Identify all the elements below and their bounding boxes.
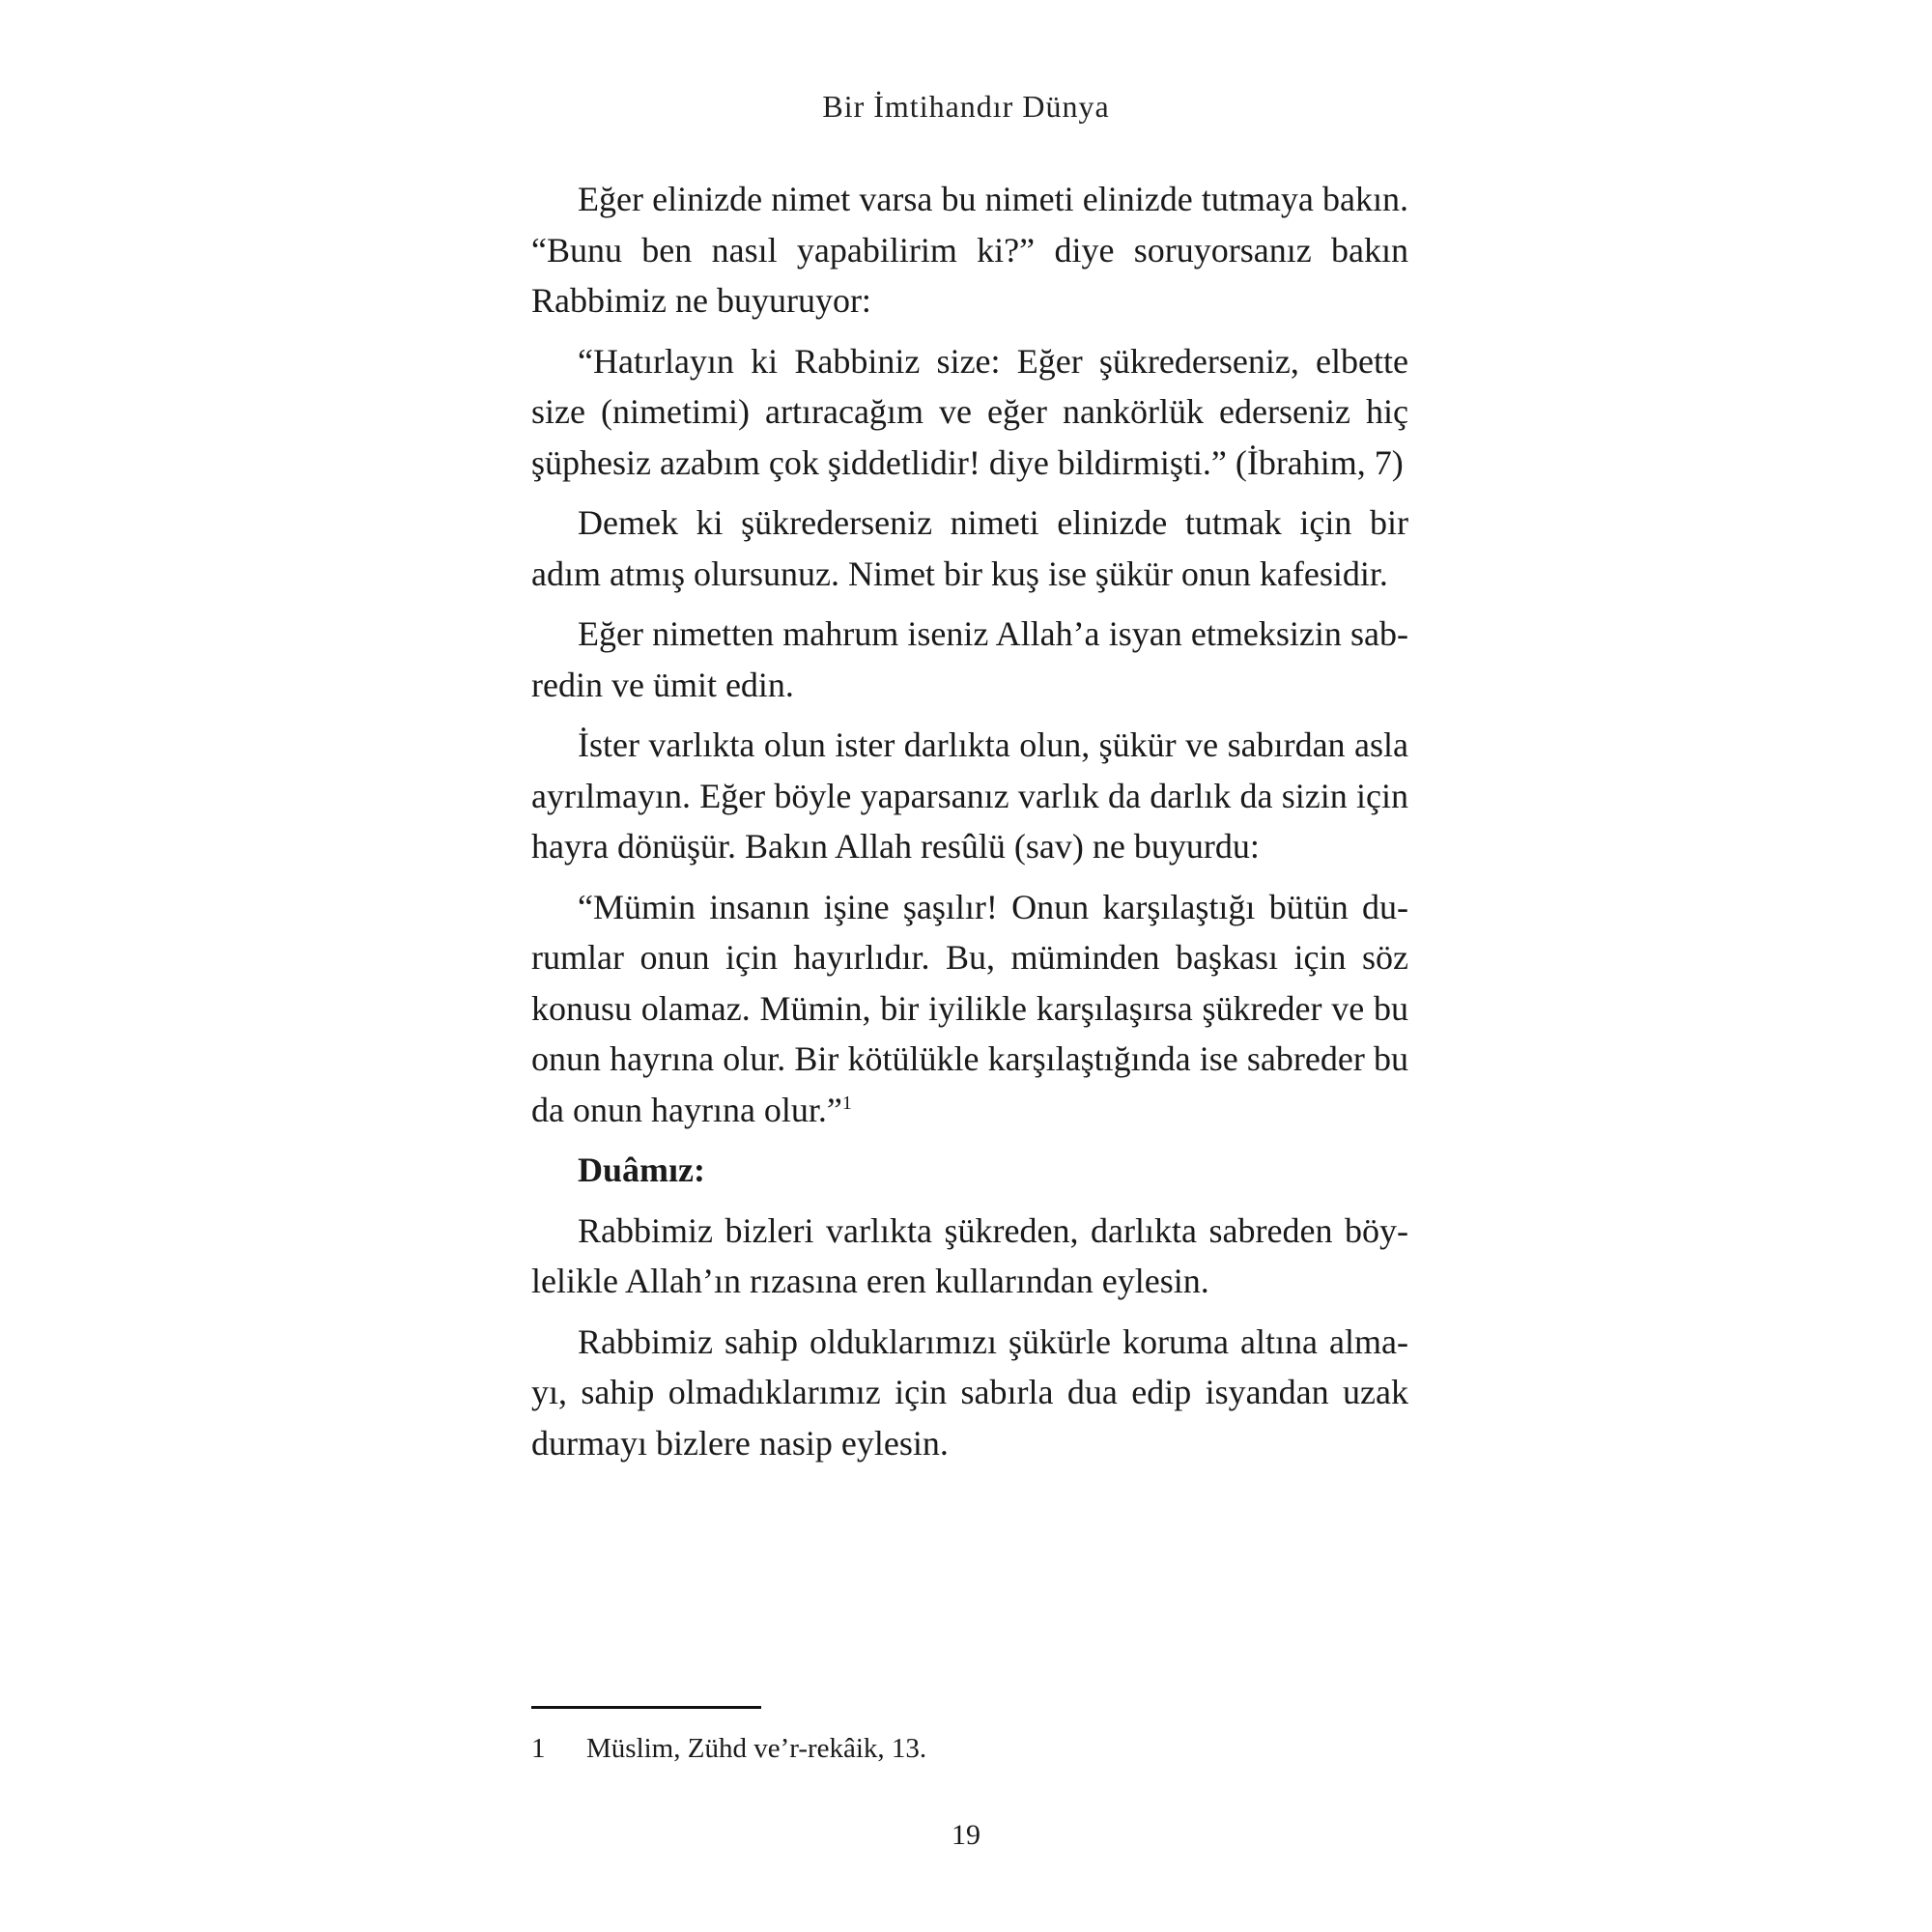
quote-paragraph: “Hatırlayın ki Rabbiniz size: Eğer şükrederseniz, elbette size (nimetimi) artıracağım ve eğer nankörlük ederseniz hiç şüphesiz azabım çok şiddetlidir! diye bildirmişti.” (İbrahim, 7) [531, 341, 1408, 482]
footnote-number: 1 [531, 1733, 546, 1764]
paragraph: Eğer elinizde nimet varsa bu nimeti elinizde tutmaya bakın. “Bunu ben nasıl yapabilirim ki?” diye soruyorsanız bakın Rabbimiz ne buyuruyor: [531, 180, 1408, 320]
paragraph: Demek ki şükrederseniz nimeti elinizde tutmak için bir adım atmış olursunuz. Nimet bir kuş ise şükür onun kafesidir. [531, 503, 1408, 593]
paragraph: Rabbimiz bizleri varlıkta şükreden, darlıkta sabreden böylelikle Allah’ın rızasına eren kullarından eylesin. [531, 1210, 1408, 1300]
footnote-text: Müslim, Zühd ve’r-rekâik, 13. [586, 1733, 927, 1764]
footnote [531, 1729, 1408, 1768]
hadith-paragraph [531, 882, 1408, 1136]
footnote-divider [531, 1706, 761, 1709]
page-number: 19 [952, 1819, 980, 1851]
section-heading: Duâmız: [578, 1151, 705, 1189]
body-text [531, 174, 1408, 1478]
paragraph: Rabbimiz sahip olduklarımızı şükürle koruma altına almayı, sahip olmadıklarımız için sabırla dua edip isyandan uzak durmayı bizlere nasip eylesin. [531, 1321, 1408, 1463]
hadith-text: “Mümin insanın işine şaşılır! Onun karşılaştığı bütün durumlar onun için hayırlıdır. Bu, müminden başkası için söz konusu olamaz. Mümin, bir iyilikle karşılaşırsa şükreder ve bu onun hayrına olur. Bir kötülükle karşılaştığında ise sabreder bu da onun hayrına olur.” [531, 887, 1408, 1129]
paragraph: Eğer nimetten mahrum iseniz Allah’a isyan etmeksizin sabredin ve ümit edin. [531, 614, 1408, 704]
paragraph: İster varlıkta olun ister darlıkta olun, şükür ve sabırdan asla ayrılmayın. Eğer böyle yaparsanız varlık da darlık da sizin için hayra dönüşür. Bakın Allah resûlü (sav) ne buyurdu: [531, 725, 1408, 866]
running-header: Bir İmtihandır Dünya [822, 89, 1110, 124]
footnote-reference[interactable]: 1 [841, 1092, 852, 1114]
